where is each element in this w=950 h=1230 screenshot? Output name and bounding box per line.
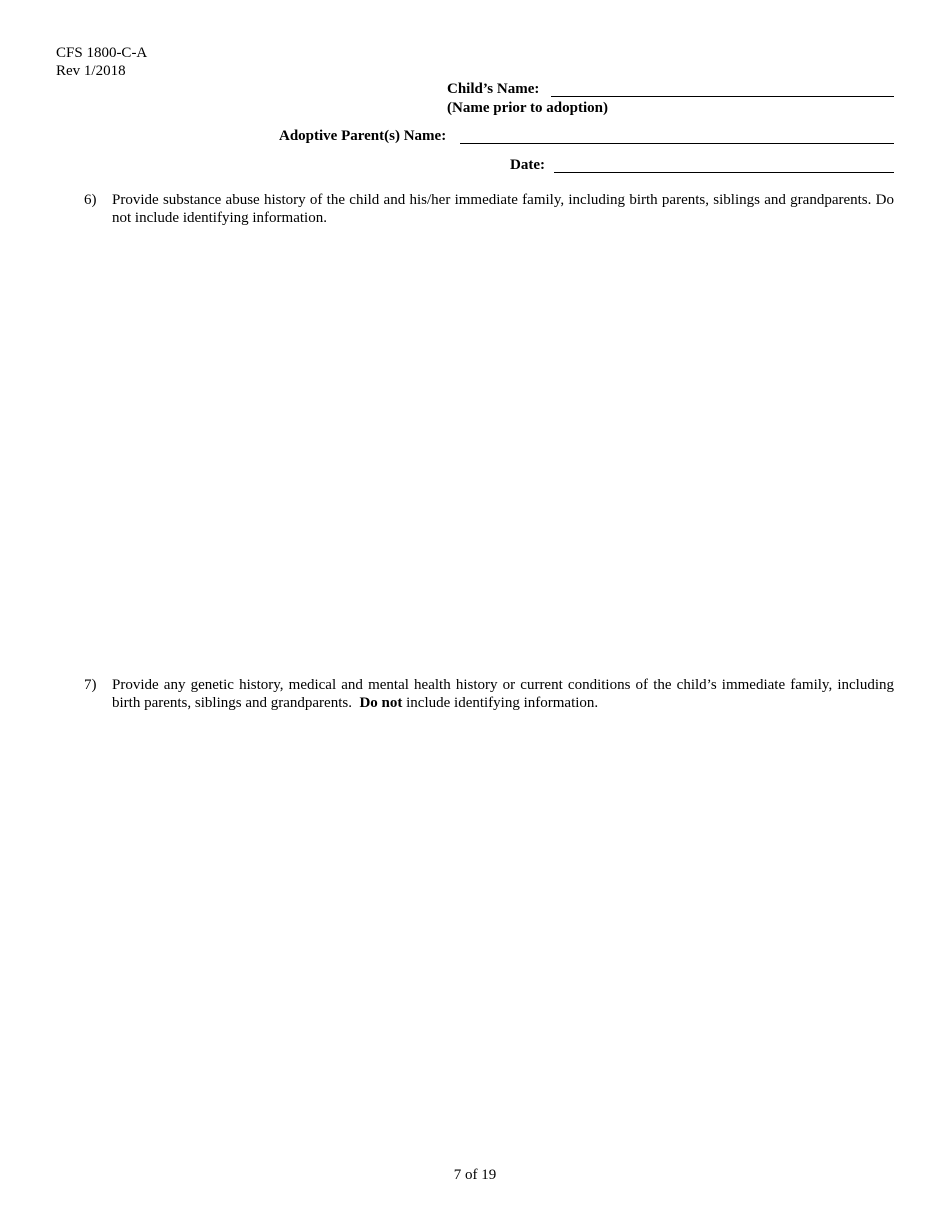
- question-7-answer-area[interactable]: [84, 720, 894, 1150]
- question-text: Provide substance abuse history of the child and his/her immediate family, including birth parents, siblings and grandparents. Do not include identifying information.: [112, 192, 894, 226]
- question-number: 7): [84, 677, 97, 693]
- date-label: Date:: [510, 157, 545, 173]
- question-text: [112, 676, 894, 712]
- page-number: 7 of 19: [453, 1167, 497, 1183]
- childs-name-note: (Name prior to adoption): [447, 100, 608, 116]
- form-revision: Rev 1/2018: [56, 63, 126, 79]
- question-6-answer-area[interactable]: [84, 234, 894, 664]
- adoptive-parent-name-field[interactable]: [460, 127, 894, 144]
- question-text-emphasis: Do not: [359, 695, 403, 711]
- question-text-part: Provide any genetic history, medical and mental health history or current conditions of the child’s immediate family, including birth parents, siblings and grandparents.: [112, 677, 894, 711]
- question-6: [84, 191, 894, 227]
- date-field[interactable]: [554, 156, 894, 173]
- childs-name-field[interactable]: [551, 80, 894, 97]
- question-text-part: include identifying information.: [406, 695, 599, 711]
- childs-name-label: Child’s Name:: [447, 81, 540, 97]
- question-7: [84, 676, 894, 712]
- form-identifier: [56, 44, 147, 80]
- question-number: 6): [84, 192, 97, 208]
- form-number: CFS 1800-C-A: [56, 45, 148, 61]
- adoptive-parent-label: Adoptive Parent(s) Name:: [279, 128, 447, 144]
